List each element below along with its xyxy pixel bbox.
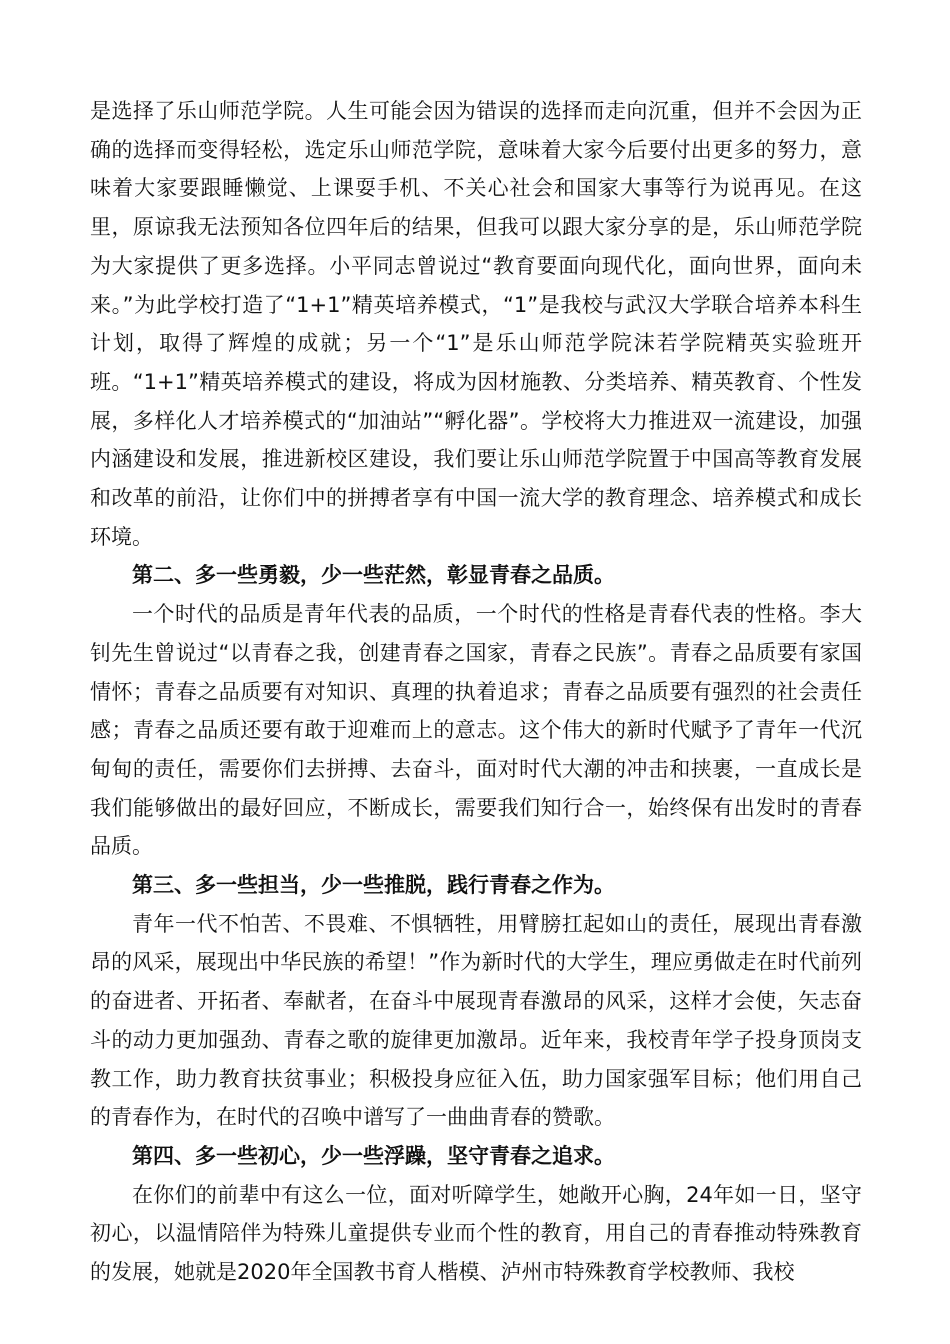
section-heading-3: 第三、多一些担当，少一些推脱，践行青春之作为。	[132, 873, 615, 898]
paragraph-section-3: 青年一代不怕苦、不畏难、不惧牺牲，用臂膀扛起如山的责任，展现出青春激昂的风采，展现出中华民族的希望！”作为新时代的大学生，理应勇做走在时代前列的奋进者、开拓者、奉献者，在奋斗中展现青春激昂的风采，这样才会使，矢志奋斗的动力更加强劲、青春之歌的旋律更加激昂。近年来，我校青年学子投身顶岗支教工作，助力教育扶贫事业；积极投身应征入伍，助力国家强军目标；他们用自己的青春作为，在时代的召唤中谱写了一曲曲青春的赞歌。	[90, 911, 862, 1130]
paragraph-section-4: 在你们的前辈中有这么一位，面对听障学生，她敞开心胸，24年如一日，坚守初心，以温情陪伴为特殊儿童提供专业而个性的教育，用自己的青春推动特殊教育的发展，她就是2020年全国教书育人楷模、泸州市特殊教育学校教师、我校	[90, 1182, 862, 1285]
section-heading-4: 第四、多一些初心，少一些浮躁，坚守青春之追求。	[132, 1143, 615, 1168]
document-body	[90, 92, 862, 1292]
section-heading-2: 第二、多一些勇毅，少一些茫然，彰显青春之品质。	[132, 563, 615, 588]
paragraph-continued: 是选择了乐山师范学院。人生可能会因为错误的选择而走向沉重，但并不会因为正确的选择而变得轻松，选定乐山师范学院，意味着大家今后要付出更多的努力，意味着大家要跟睡懒觉、上课耍手机、不关心社会和国家大事等行为说再见。在这里，原谅我无法预知各位四年后的结果，但我可以跟大家分享的是，乐山师范学院为大家提供了更多选择。小平同志曾说过“教育要面向现代化，面向世界，面向未来。”为此学校打造了“1+1”精英培养模式，“1”是我校与武汉大学联合培养本科生计划，取得了辉煌的成就；另一个“1”是乐山师范学院沫若学院精英实验班开班。“1+1”精英培养模式的建设，将成为因材施教、分类培养、精英教育、个性发展，多样化人才培养模式的“加油站”“孵化器”。学校将大力推进双一流建设，加强内涵建设和发展，推进新校区建设，我们要让乐山师范学院置于中国高等教育发展和改革的前沿，让你们中的拼搏者享有中国一流大学的教育理念、培养模式和成长环境。	[90, 99, 862, 549]
paragraph-section-2: 一个时代的品质是青年代表的品质，一个时代的性格是青春代表的性格。李大钊先生曾说过“以青春之我，创建青春之国家，青春之民族”。青春之品质要有家国情怀；青春之品质要有对知识、真理的执着追求；青春之品质要有强烈的社会责任感；青春之品质还要有敢于迎难而上的意志。这个伟大的新时代赋予了青年一代沉甸甸的责任，需要你们去拼搏、去奋斗，面对时代大潮的冲击和挟裹，一直成长是我们能够做出的最好回应，不断成长，需要我们知行合一，始终保有出发时的青春品质。	[90, 602, 862, 859]
